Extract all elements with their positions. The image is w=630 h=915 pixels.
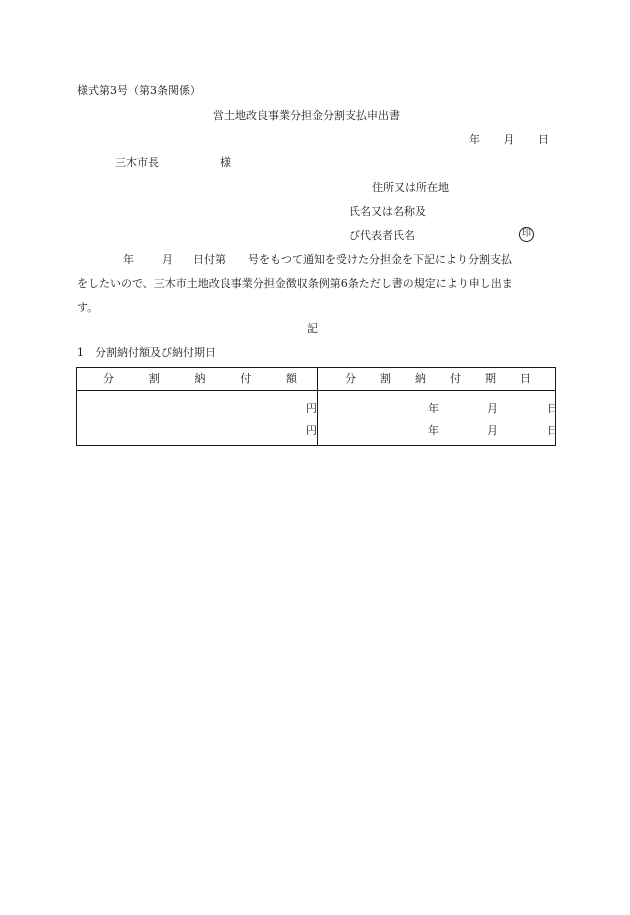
row1-year-label: 年 — [428, 402, 439, 415]
addressee-honorific: 様 — [220, 156, 231, 169]
header-char: 分 — [345, 372, 356, 385]
applicant-name-label-line1: 氏名又は名称及 — [349, 205, 426, 218]
header-char: 日 — [520, 372, 531, 385]
table-column-divider — [317, 368, 318, 445]
request-body-text — [77, 248, 557, 320]
row2-month-label: 月 — [487, 424, 498, 437]
header-char: 割 — [380, 372, 391, 385]
header-char: 付 — [240, 372, 252, 385]
section-heading: 1 分割納付額及び納付期日 — [77, 346, 216, 359]
body-line-3: す。 — [77, 301, 99, 314]
row1-day-label: 日 — [547, 402, 558, 415]
date-day-label: 日 — [538, 133, 549, 146]
header-installment-amount — [103, 372, 297, 386]
header-char: 付 — [450, 372, 461, 385]
note-heading: 記 — [307, 322, 318, 335]
header-char: 期 — [485, 372, 496, 385]
header-char: 分 — [103, 372, 114, 385]
header-char: 割 — [148, 372, 160, 385]
applicant-name-label-line2: び代表者氏名 — [349, 229, 415, 242]
form-number: 様式第3号（第3条関係） — [77, 84, 201, 97]
header-installment-deadline — [345, 372, 531, 386]
body-day-ref: 日付第 — [193, 253, 226, 266]
row2-year-label: 年 — [428, 424, 439, 437]
row2-yen-unit: 円 — [306, 424, 317, 437]
date-month-label: 月 — [503, 133, 515, 146]
header-char: 納 — [194, 372, 206, 385]
applicant-address-label: 住所又は所在地 — [372, 181, 449, 194]
document-title: 営土地改良事業分担金分割支払申出書 — [213, 109, 400, 122]
row1-month-label: 月 — [487, 402, 498, 415]
body-number-text: 号をもつて通知を受けた分担金を下記により分割支払 — [248, 253, 512, 266]
header-char: 納 — [415, 372, 426, 385]
body-year-label: 年 — [123, 253, 134, 266]
body-line-2: をしたいので、三木市土地改良事業分担金徴収条例第6条ただし書の規定により申し出ま — [77, 277, 513, 290]
seal-mark: 印 — [519, 227, 534, 242]
row2-day-label: 日 — [547, 424, 558, 437]
installment-table — [76, 367, 556, 446]
submission-date-line — [469, 133, 549, 147]
body-month-label: 月 — [162, 253, 173, 266]
table-header-divider — [77, 390, 555, 391]
header-char: 額 — [286, 372, 297, 385]
row1-yen-unit: 円 — [306, 402, 317, 415]
date-year-label: 年 — [469, 133, 480, 146]
addressee-name: 三木市長 — [115, 156, 159, 169]
